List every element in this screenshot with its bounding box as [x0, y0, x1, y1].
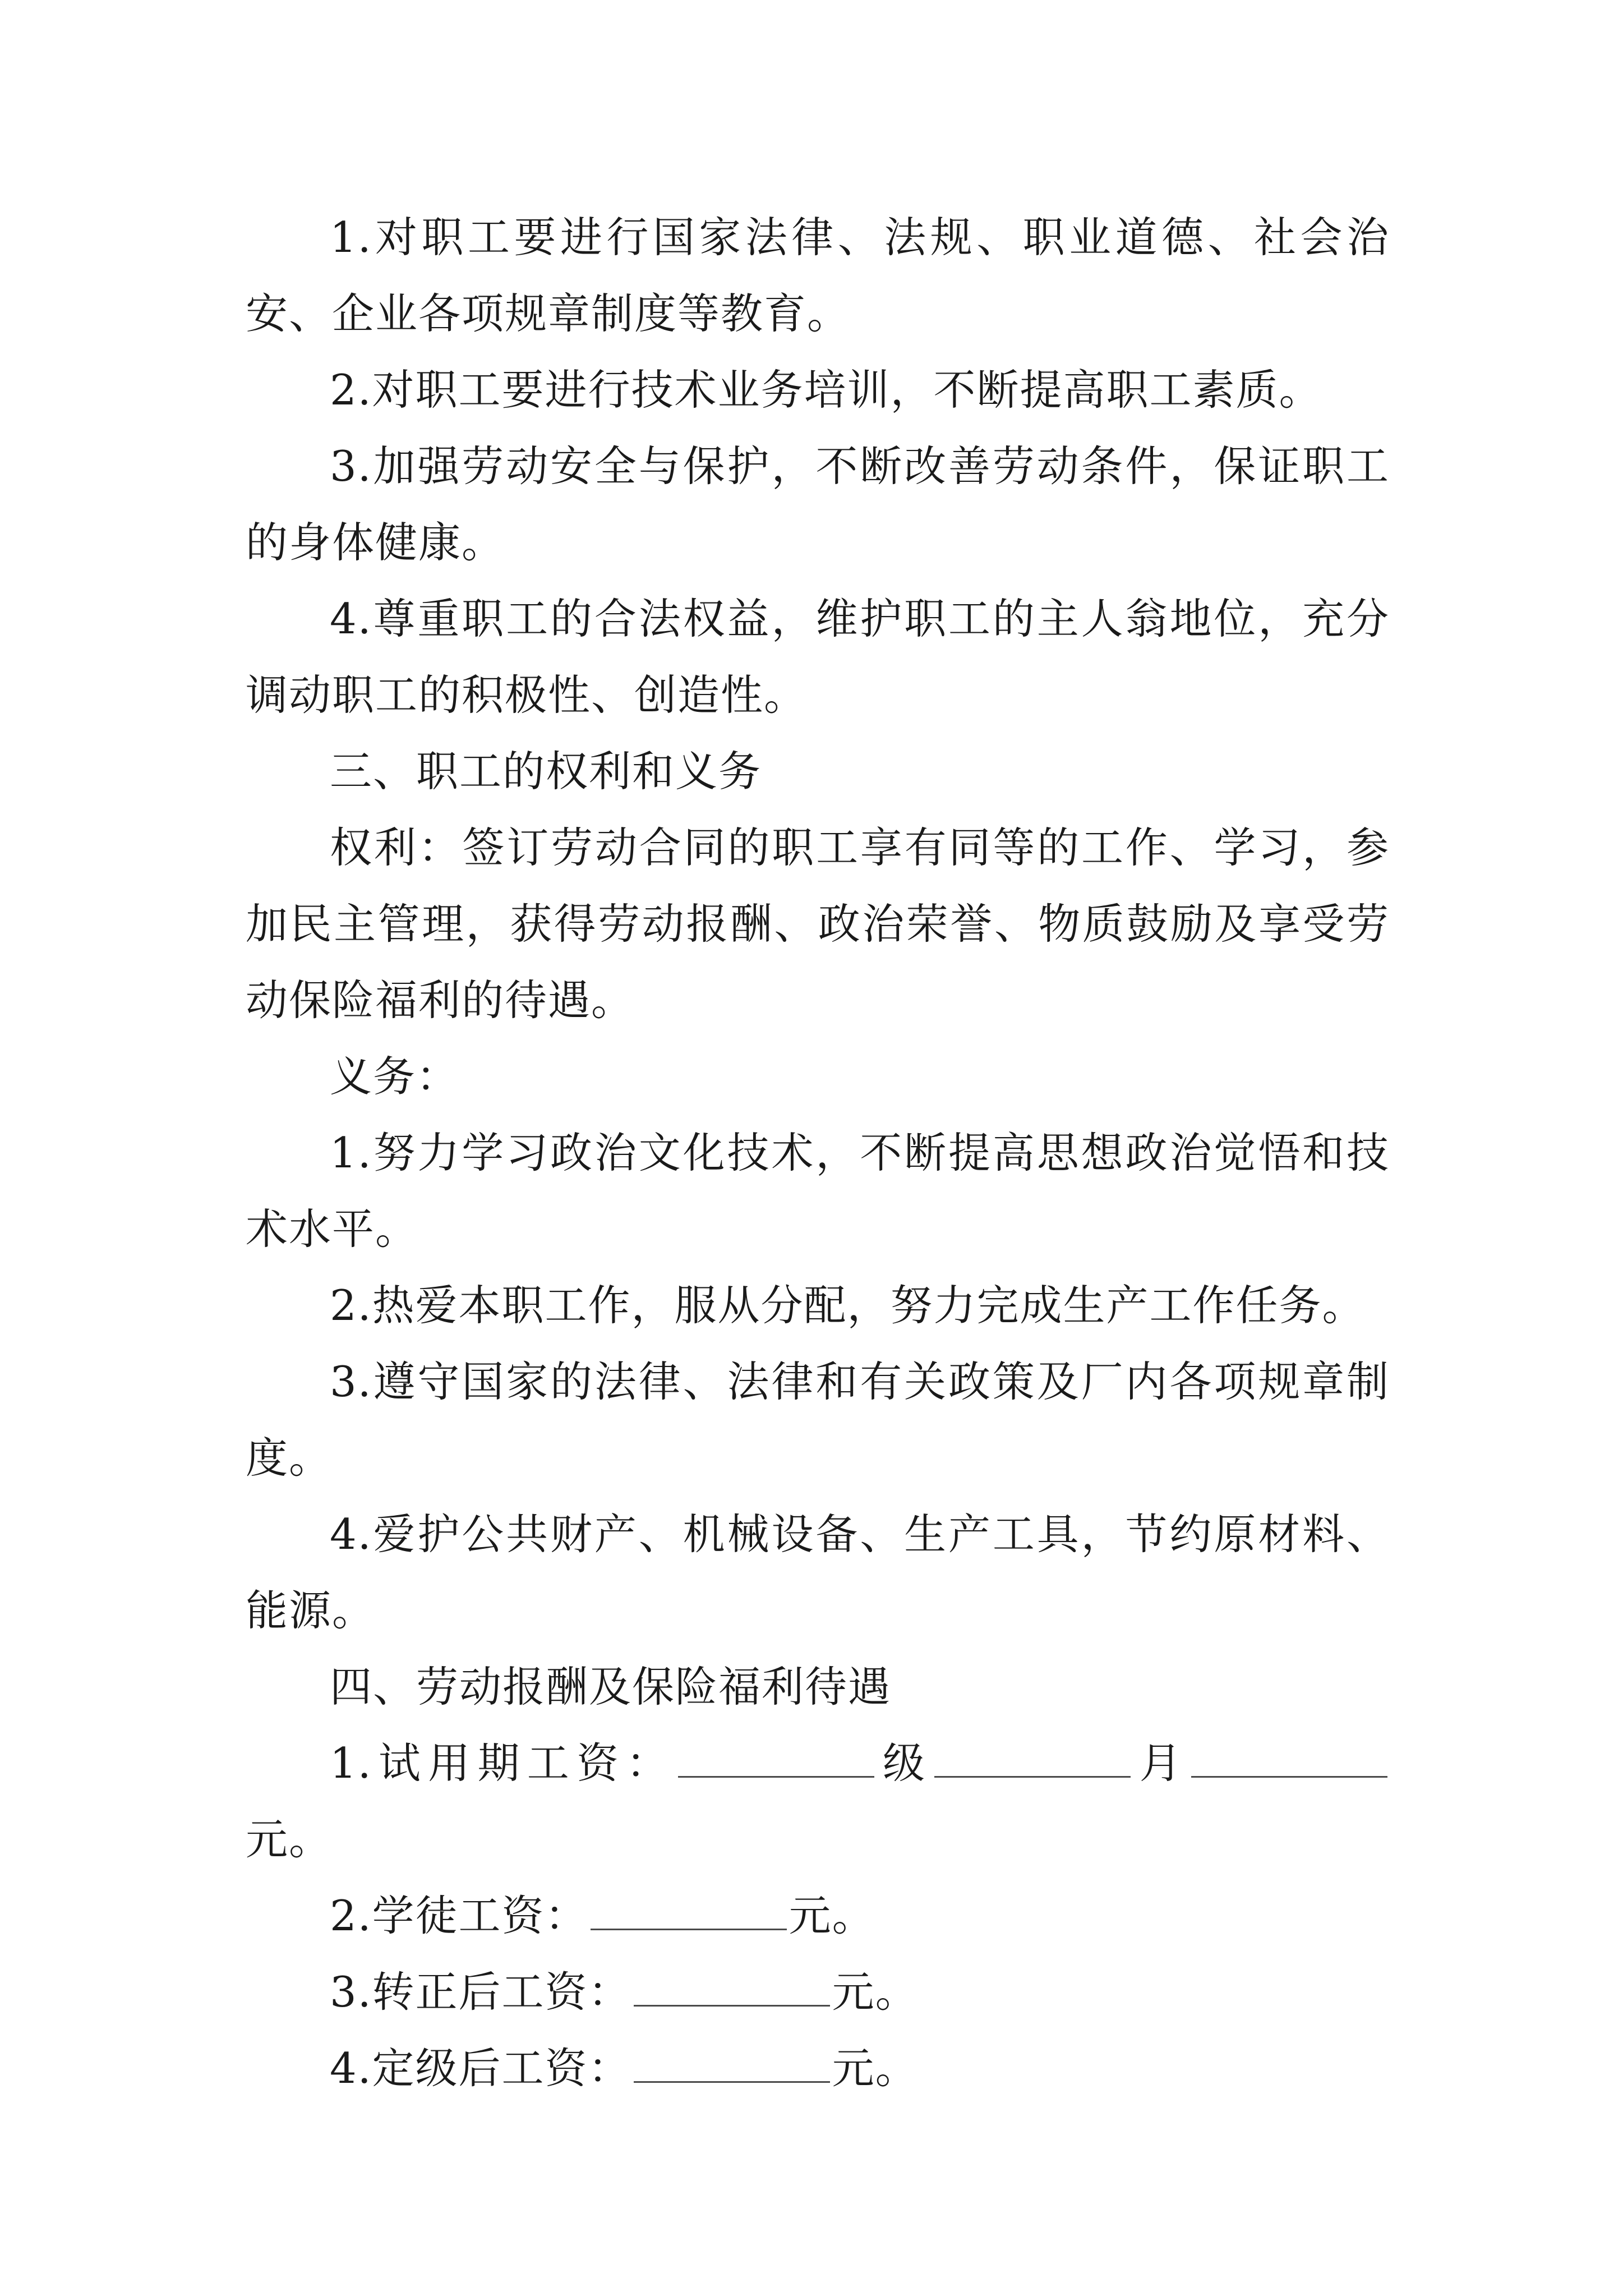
paragraph-education: 1.对职工要进行国家法律、法规、职业道德、社会治安、企业各项规章制度等教育。 — [246, 213, 1390, 338]
paragraph-training: 2.对职工要进行技术业务培训，不断提高职工素质。 — [330, 365, 1322, 415]
wage-trial-month-blank[interactable] — [934, 1775, 1131, 1778]
wage-apprentice-label: 2.学徒工资： — [330, 1891, 588, 1940]
wage-graded-label: 4.定级后工资： — [330, 2044, 631, 2093]
wage-graded-yuan-unit: 元。 — [832, 2044, 919, 2093]
paragraph-duty-work: 2.热爱本职工作，服从分配，努力完成生产工作任务。 — [330, 1281, 1366, 1330]
wage-trial-level-blank[interactable] — [678, 1775, 874, 1778]
wage-regular-label: 3.转正后工资： — [330, 1967, 631, 2017]
paragraph-duty-law: 3.遵守国家的法律、法律和有关政策及厂内各项规章制度。 — [246, 1357, 1390, 1483]
wage-trial-level-unit: 级 — [876, 1738, 933, 1788]
paragraph-safety: 3.加强劳动安全与保护，不断改善劳动条件，保证职工的身体健康。 — [246, 441, 1390, 567]
wage-line-regular — [246, 1954, 1390, 2030]
paragraph-duty-property: 4.爱护公共财产、机械设备、生产工具，节约原材料、能源。 — [246, 1510, 1390, 1635]
paragraph-duties-heading: 义务： — [330, 1052, 460, 1101]
wage-regular-yuan-unit: 元。 — [832, 1967, 919, 2017]
section-heading-wages: 四、劳动报酬及保险福利待遇 — [330, 1662, 892, 1711]
paragraph-duty-study: 1.努力学习政治文化技术，不断提高思想政治觉悟和技术水平。 — [246, 1128, 1390, 1254]
section-heading-rights-duties: 三、职工的权利和义务 — [330, 747, 762, 796]
wage-line-graded — [246, 2030, 1390, 2106]
paragraph-rights-respect: 4.尊重职工的合法权益，维护职工的主人翁地位，充分调动职工的积极性、创造性。 — [246, 594, 1390, 720]
wage-apprentice-yuan-unit: 元。 — [789, 1891, 875, 1940]
wage-trial-month-unit: 月 — [1133, 1738, 1189, 1788]
wage-trial-amount-blank[interactable] — [1191, 1775, 1387, 1778]
wage-trial-yuan-unit: 元。 — [246, 1815, 333, 1864]
document-body — [246, 199, 1390, 2106]
wage-line-trial — [246, 1725, 1390, 1878]
wage-regular-amount-blank[interactable] — [634, 2004, 830, 2007]
wage-apprentice-amount-blank[interactable] — [591, 1928, 787, 1930]
paragraph-rights: 权利：签订劳动合同的职工享有同等的工作、学习，参加民主管理，获得劳动报酬、政治荣誉、物质鼓励及享受劳动保险福利的待遇。 — [246, 823, 1390, 1025]
wage-trial-label: 1.试用期工资： — [330, 1738, 676, 1788]
wage-graded-amount-blank[interactable] — [634, 2081, 830, 2083]
wage-line-apprentice — [246, 1878, 1390, 1954]
